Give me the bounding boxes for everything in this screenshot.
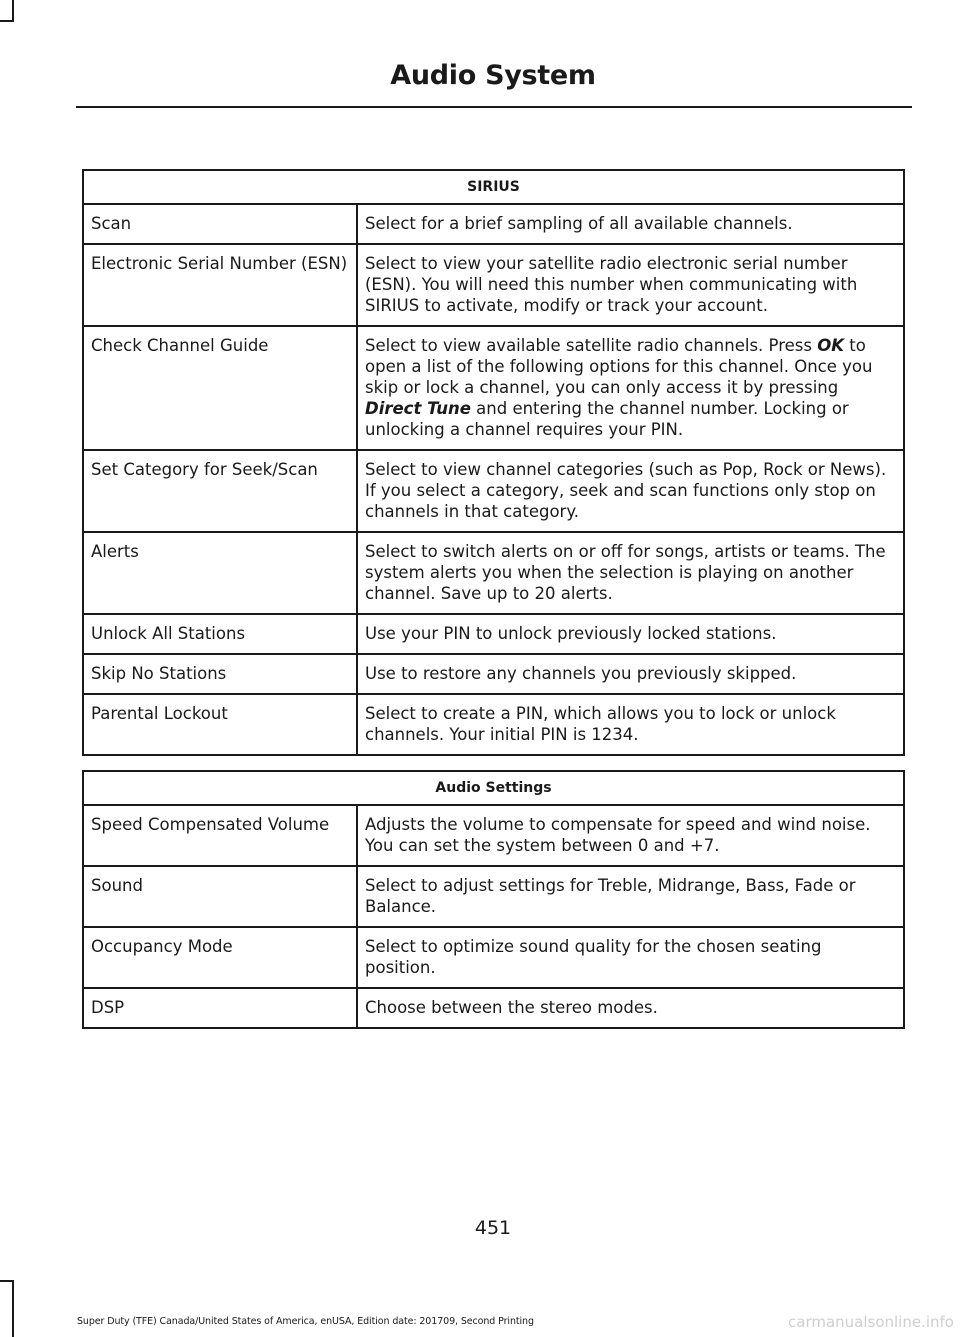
row-label: Scan — [83, 204, 357, 244]
table-row — [83, 927, 904, 988]
row-description — [357, 614, 904, 654]
row-label: Parental Lockout — [83, 694, 357, 755]
control-keyword: OK — [817, 336, 845, 355]
description-text: and entering the channel number. Locking or unlocking a channel requires your PIN. — [365, 399, 849, 439]
row-label: Set Category for Seek/Scan — [83, 450, 357, 532]
row-label: Alerts — [83, 532, 357, 614]
row-label: DSP — [83, 988, 357, 1028]
description-text: Select to create a PIN, which allows you to lock or unlock channels. Your initial PIN is 1234. — [365, 704, 836, 744]
table-row — [83, 532, 904, 614]
row-description — [357, 532, 904, 614]
crop-mark-bottom-left — [12, 1280, 14, 1337]
description-text: Select for a brief sampling of all available channels. — [365, 214, 793, 233]
page-title: Audio System — [390, 60, 596, 91]
table-row — [83, 694, 904, 755]
description-text: Choose between the stereo modes. — [365, 998, 658, 1017]
row-description — [357, 450, 904, 532]
table-row — [83, 654, 904, 694]
crop-mark-top-left — [12, 0, 14, 20]
footer-edition-text: Super Duty (TFE) Canada/United States of America, enUSA, Edition date: 201709, Second Printing — [77, 1316, 534, 1327]
description-text: Select to switch alerts on or off for songs, artists or teams. The system alerts you when the selection is playing on another channel. Save up to 20 alerts. — [365, 542, 886, 603]
audio-settings-table — [82, 770, 905, 1029]
control-keyword: Direct Tune — [365, 399, 471, 418]
description-text: Use to restore any channels you previously skipped. — [365, 664, 797, 683]
description-text: Select to view your satellite radio electronic serial number (ESN). You will need this number when communicating with SIRIUS to activate, modify or track your account. — [365, 254, 858, 315]
watermark: carmanualsonline.info — [788, 1313, 954, 1331]
row-label: Speed Compensated Volume — [83, 805, 357, 866]
description-text: Select to view channel categories (such as Pop, Rock or News). If you select a category, seek and scan functions only stop on channels in that category. — [365, 460, 887, 521]
description-text: Select to adjust settings for Treble, Midrange, Bass, Fade or Balance. — [365, 876, 856, 916]
table-row — [83, 450, 904, 532]
table-row — [83, 866, 904, 927]
row-label: Electronic Serial Number (ESN) — [83, 244, 357, 326]
description-text: Select to optimize sound quality for the chosen seating position. — [365, 937, 822, 977]
row-description — [357, 204, 904, 244]
crop-mark-bottom-left — [0, 1280, 14, 1282]
row-label: Unlock All Stations — [83, 614, 357, 654]
table-row — [83, 244, 904, 326]
description-text: to open a list of the following options for this channel. Once you skip or lock a channel, you can only access it by pressing — [365, 336, 873, 397]
row-label: Check Channel Guide — [83, 326, 357, 450]
table-row — [83, 988, 904, 1028]
title-divider — [76, 106, 912, 108]
description-text: Select to view available satellite radio channels. Press — [365, 336, 818, 355]
row-description — [357, 326, 904, 450]
row-description — [357, 654, 904, 694]
table-row — [83, 204, 904, 244]
description-text: Use your PIN to unlock previously locked stations. — [365, 624, 777, 643]
row-description — [357, 694, 904, 755]
row-label: Skip No Stations — [83, 654, 357, 694]
row-description — [357, 988, 904, 1028]
table-row — [83, 326, 904, 450]
table-row — [83, 805, 904, 866]
table-title: SIRIUS — [83, 170, 904, 204]
table-row — [83, 614, 904, 654]
sirius-table — [82, 169, 905, 756]
row-description — [357, 866, 904, 927]
table-title: Audio Settings — [83, 771, 904, 805]
row-description — [357, 927, 904, 988]
description-text: Adjusts the volume to compensate for speed and wind noise. You can set the system between 0 and +7. — [365, 815, 871, 855]
row-label: Occupancy Mode — [83, 927, 357, 988]
row-description — [357, 805, 904, 866]
row-description — [357, 244, 904, 326]
page-number: 451 — [474, 1217, 512, 1239]
row-label: Sound — [83, 866, 357, 927]
crop-mark-top-left — [0, 20, 14, 22]
